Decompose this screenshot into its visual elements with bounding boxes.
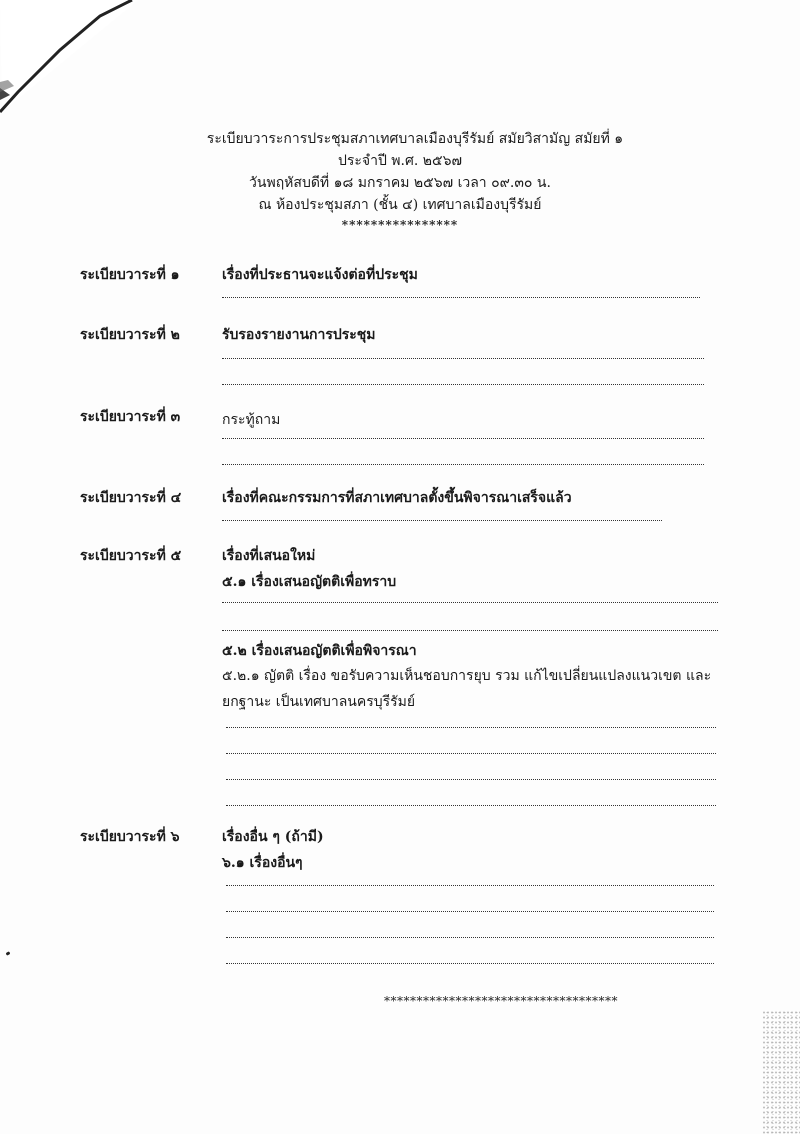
scan-speck [6,951,11,956]
header-separator: **************** [341,218,459,232]
agenda-1-blank-line [222,297,700,298]
scan-edge-noise [762,1010,800,1134]
agenda-6-blank-line [226,911,714,912]
header-title: ระเบียบวาระการประชุมสภาเทศบาลเมืองบุรีรัมย์ สมัยวิสามัญ สมัยที่ ๑ [206,131,624,147]
agenda-5-title: เรื่องที่เสนอใหม่ [222,548,316,564]
agenda-1-title: เรื่องที่ประธานจะแจ้งต่อที่ประชุม [222,267,418,283]
agenda-6-blank-line [226,963,714,964]
agenda-3-blank-line [222,438,704,439]
agenda-5-1-blank-line [222,630,718,631]
agenda-2-blank-line [222,384,704,385]
agenda-4-blank-line [222,520,662,521]
agenda-6-title: เรื่องอื่น ๆ (ถ้ามี) [222,829,324,845]
agenda-5-2-blank-line [226,779,716,780]
agenda-4-label: ระเบียบวาระที่ ๔ [80,490,182,506]
agenda-5-1-subtitle: ๕.๑ เรื่องเสนอญัตติเพื่อทราบ [222,574,397,590]
agenda-5-2-1-motion-line1: ๕.๒.๑ ญัตติ เรื่อง ขอรับความเห็นชอบการยุบ รวม แก้ไขเปลี่ยนแปลงแนวเขต และ [222,668,712,684]
agenda-5-2-blank-line [226,753,716,754]
agenda-5-2-blank-line [226,727,716,728]
agenda-5-2-1-motion-line2: ยกฐานะ เป็นเทศบาลนครบุรีรัมย์ [222,694,416,710]
agenda-6-blank-line [226,937,714,938]
agenda-2-title: รับรองรายงานการประชุม [222,327,376,343]
agenda-5-2-blank-line [226,805,716,806]
header-venue: ณ ห้องประชุมสภา (ชั้น ๔) เทศบาลเมืองบุรีรัมย์ [258,197,542,213]
agenda-3-label: ระเบียบวาระที่ ๓ [80,409,181,425]
agenda-3-blank-line [222,464,704,465]
agenda-5-label: ระเบียบวาระที่ ๕ [80,548,182,564]
agenda-6-1-subtitle: ๖.๑ เรื่องอื่นๆ [222,855,303,871]
header-year: ประจำปี พ.ศ. ๒๕๖๗ [337,153,463,169]
agenda-6-label: ระเบียบวาระที่ ๖ [80,829,180,845]
agenda-3-title: กระทู้ถาม [222,412,281,428]
header-date-time: วันพฤหัสบดีที่ ๑๘ มกราคม ๒๕๖๗ เวลา ๐๙.๓๐ น. [249,175,551,191]
document-header [0,128,800,234]
footer-separator: ************************************ [384,994,618,1008]
agenda-2-label: ระเบียบวาระที่ ๒ [80,327,180,343]
agenda-5-1-blank-line [222,602,718,603]
folded-corner-mark [0,0,140,120]
agenda-5-2-subtitle: ๕.๒ เรื่องเสนอญัตติเพื่อพิจารณา [222,643,417,659]
agenda-4-title: เรื่องที่คณะกรรมการที่สภาเทศบาลตั้งขึ้นพิจารณาเสร็จแล้ว [222,490,572,506]
agenda-1-label: ระเบียบวาระที่ ๑ [80,267,180,283]
agenda-2-blank-line [222,358,704,359]
agenda-6-blank-line [226,885,714,886]
